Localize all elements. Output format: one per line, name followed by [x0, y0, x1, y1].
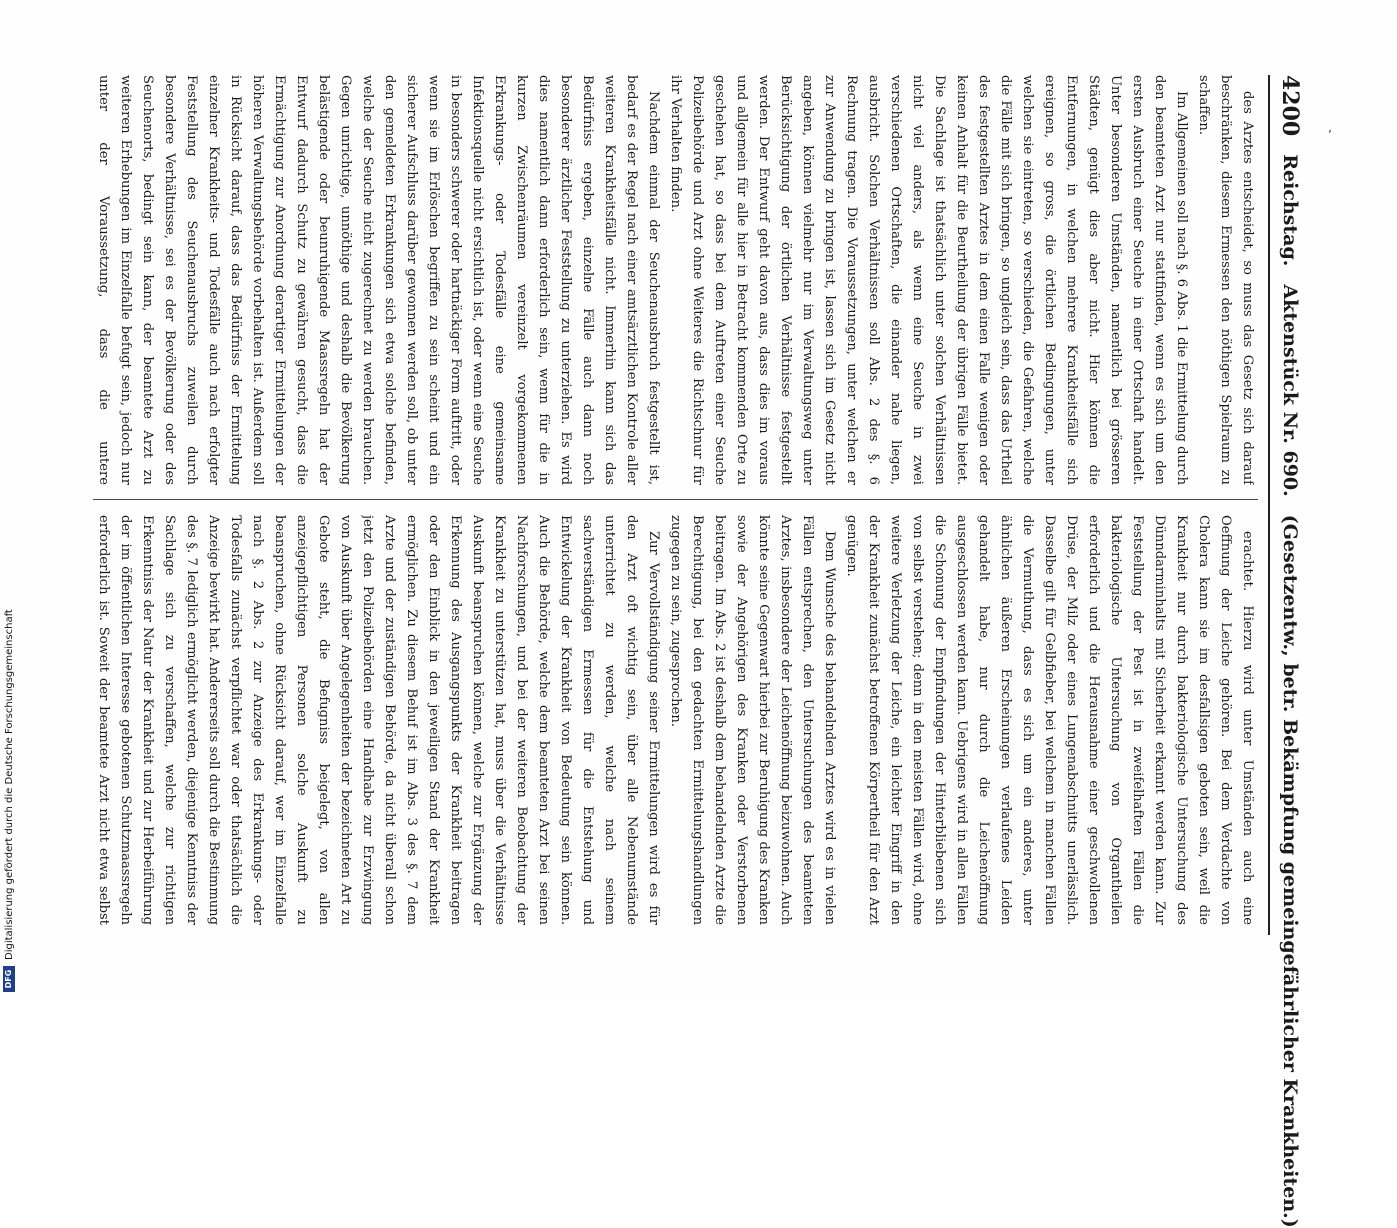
paragraph: Nachdem einmal der Seuchenausbruch festgestellt ist, bedarf es der Regel nach einer amtsärztlichen Kontrole aller weiteren Krankheitsfälle nicht. Immerhin kann sich das Bedürfniss ergeben, einzelne Fälle auch dann noch besonderer ärztlicher Feststellung zu unterziehen. Es wird dies namentlich dann erforderlich sein, wenn für die in kurzen Zwischenräumen vereinzelt vorgekommenen Erkrankungs- oder Todesfälle eine gemeinsame Infektionsquelle nicht ersichtlich ist, oder wenn eine Seuche in besonders schwerer oder hartnäckiger Form auftritt, oder wenn sie im Erlöschen begriffen zu sein scheint und ein sicherer Aufschluss darüber gewonnen werden soll, ob unter den gemeldeten Erkrankungen sich etwa solche befinden, welche der Seuche nicht zugerechnet zu werden brauchen. Gegen unrichtige, unnöthige und deshalb die Bevölkerung belästigende oder beunruhigende Maassregeln hat der Entwurf dadurch Schutz zu gewähren gesucht, dass die Ermächtigung zur Anordnung derartiger Ermittelungen der höheren Verwaltungsbehörde vorbehalten ist. Außerdem soll in Rücksicht darauf, dass das Bedürfniss der Ermittelung einzelner Krankheits- und Todesfälle auch nach erfolgter Feststellung des Seuchenausbruchs zuweilen durch besondere Verhältnisse, sei es der Bevölkerung oder des Seuchenorts, bedingt sein kann, der beamtete Arzt zu weiteren Erhebungen im Einzelfalle befugt sein, jedoch nur unter der Voraussetzung, dass die untere	[96, 75, 661, 485]
left-column	[93, 75, 1258, 485]
page-header	[1268, 75, 1310, 1228]
dfg-logo: DFG	[3, 966, 15, 992]
column-divider	[93, 499, 1258, 500]
publication-name: Reichstag.	[1279, 154, 1301, 267]
right-column	[93, 515, 1258, 925]
paragraph: erachtet. Hierzu wird unter Umständen auch eine Oeffnung der Leiche gehören. Bei dem Verdachte von Cholera kann sie im desfallsigen geboten sein, weil die Krankheit nur durch bakteriologische Untersuchung des Dünndarminhalts mit Sicherheit erkannt werden kann. Zur Feststellung der Pest ist in zweifelhaften Fällen die bakteriologische Untersuchung von Organtheilen erforderlich und die Herausnahme einer geschwollenen Drüse, der Milz oder eines Lungenabschnitts unerlässlich. Dasselbe gilt für Gelbfieber, bei welchem in manchen Fällen die Vermuthung, dass es sich um ein anderes, unter ähnlichen äußeren Erscheinungen verlaufenes Leiden gehandelt habe, nur durch die Leichenöffnung ausgeschlossen werden kann. Uebrigens wird in allen Fällen die Schonung der Empfindungen der Hinterbliebenen sich von selbst verstehen; denn in den meisten Fällen wird, ohne weitere Verletzung der Leiche, ein leichter Eingriff in den der Krankheit zunächst betroffenen Körpertheil für den Arzt genügen.	[844, 515, 1255, 925]
rotated-text-block	[85, 75, 1310, 1228]
paragraph: des Arztes entscheidet, so muss das Gesetz sich darauf beschränken, diesem Ermessen den nöthigen Spielraum zu schaffen.	[1196, 75, 1255, 485]
page-number: 4200	[1277, 75, 1303, 137]
footer-text: Digitalisierung gefördert durch die Deutsche Forschungsgemeinschaft	[3, 609, 15, 960]
document-title: (Gesetzentw., betr. Bekämpfung gemeingefährlicher Krankheiten.)	[1279, 514, 1301, 1228]
paragraph: Zur Vervollständigung seiner Ermittelungen wird es für den Arzt oft wichtig sein, über alle Nebenumstände unterrichtet zu werden, welche nach seinem sachverständigen Ermessen für die Entstehung und Entwickelung der Krankheit von Bedeutung sein können. Auch die Behörde, welche dem beamteten Arzt bei seinen Nachforschungen, und bei der weiteren Beobachtung der Krankheit zu unterstützen hat, muss über die Verhältnisse Auskunft beanspruchen können, welche zur Ergänzung der Erkennung des Ausgangspunkts der Krankheit beitragen oder den Einblick in den jeweiligen Stand der Krankheit ermöglichen. Zu diesem Behuf ist im Abs. 3 des §. 7 dem Arzte und der zuständigen Behörde, da nicht überall schon jetzt den Polizeibehörden eine Handhabe zur Erzwingung von Auskunft über Angelegenheiten der bezeichneten Art zu Gebote steht, die Befugniss beigelegt, von allen anzeigepflichtigen Personen solche Auskunft zu beanspruchen, ohne Rücksicht darauf, wer im Einzelfalle nach §. 2 Abs. 2 zur Anzeige des Erkrankungs- oder Todesfalls zunächst verpflichtet war oder thatsächlich die Anzeige bewirkt hat. Andererseits soll durch die Bestimmung des §. 7 lediglich ermöglicht werden, diejenige Kenntniss der Sachlage sich zu verschaffen, welche zur richtigen Erkenntniss der Natur der Krankheit und zur Herbeiführung der im öffentlichen Interesse gebotenen Schutzmaassregeln erforderlich ist. Soweit der beamtete Arzt nicht etwa selbst	[96, 515, 661, 925]
scan-mark: ’	[1328, 128, 1332, 142]
document-number: Aktenstück Nr. 690.	[1279, 284, 1301, 497]
paragraph: Dem Wunsche des behandelnden Arztes wird es in vielen Fällen entsprechen, den Untersuchungen des beamteten Arztes, insbesondere der Leichenöffnung beizuwohnen. Auch könnte seine Gegenwart hierbei zur Beruhigung des Kranken sowie der Angehörigen des Kranken oder Verstorbenen beitragen. Im Abs. 2 ist deshalb dem behandelnden Arzte die Berechtigung, bei den gedachten Ermittelungshandlungen zugegen zu sein, zugesprochen.	[668, 515, 837, 925]
digitization-footer	[0, 0, 18, 1000]
paragraph: Im Allgemeinen soll nach §. 6 Abs. 1 die Ermittelung durch den beamteten Arzt nur stattfinden, wenn es sich um den ersten Ausbruch einer Seuche in einer Ortschaft handelt. Unter besonderen Umständen, namentlich bei grösseren Städten, genügt dies aber nicht. Hier können die Entfernungen, in welchen mehrere Krankheitsfälle sich ereignen, so gross, die örtlichen Bedingungen, unter welchen sie eintreten, so verschieden, die Gefahren, welche die Fälle mit sich bringen, so ungleich sein, dass das Urtheil des festgestellten Arztes in dem einen Falle wenigen oder keinen Anhalt für die Beurtheilung der übrigen Fälle bietet. Die Sachlage ist thatsächlich unter solchen Verhältnissen nicht viel anders, als wenn eine Seuche in zwei verschiedenen Ortschaften, die einander nahe liegen, ausbricht. Solchen Verhältnissen soll Abs. 2 des §. 6 Rechnung tragen. Die Voraussetzungen, unter welchen er zur Anwendung zu bringen ist, lassen sich im Gesetz nicht angeben, können vielmehr nur im Verwaltungsweg unter Berücksichtigung der örtlichen Verhältnisse festgestellt werden. Der Entwurf geht davon aus, dass dies im voraus und allgemein für alle hier in Betracht kommenden Orte zu geschehen hat, so dass bei dem Auftreten einer Seuche Polizeibehörde und Arzt ohne Weiteres die Richtschnur für ihr Verhalten finden.	[668, 75, 1189, 485]
